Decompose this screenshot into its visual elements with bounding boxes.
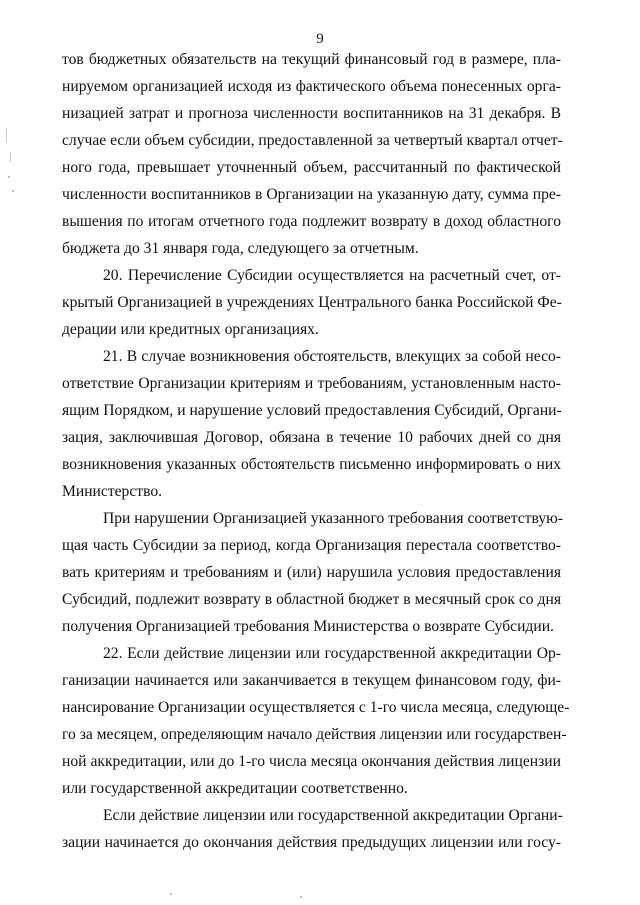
text-line: го за месяцем, определяющим начало действия лицензии или государствен- [62, 726, 567, 743]
text-line: бюджета до 31 января года, следующего за отчетным. [62, 240, 419, 257]
text-line: ного года, превышает уточненный объем, рассчитанный по фактической [62, 159, 561, 176]
text-line: ганизации начинается или заканчивается в текущем финансовом году, фи- [62, 672, 561, 689]
text-line: зации начинается до окончания действия предыдущих лицензии или госу- [62, 834, 561, 851]
text-line: ящим Порядком, и нарушение условий предоставления Субсидий, Органи- [62, 402, 562, 419]
text-line: зация, заключившая Договор, обязана в течение 10 рабочих дней со дня [62, 429, 561, 446]
text-line: вышения по итогам отчетного года подлежит возврату в доход областного [62, 213, 561, 230]
scan-artifact [6, 128, 7, 142]
text-line: ответствие Организации критериям и требованиям, установленным насто- [62, 375, 561, 392]
text-line: случае если объем субсидии, предоставленной за четвертый квартал отчет- [62, 132, 563, 149]
text-line: нансирование Организации осуществляется с 1-го числа месяца, следующе- [62, 699, 570, 716]
text-line: тов бюджетных обязательств на текущий финансовый год в размере, пла- [62, 51, 561, 68]
paragraph-20-first-line: 20. Перечисление Субсидии осуществляется на расчетный счет, от- [103, 267, 561, 284]
text-line: получения Организацией требования Министерства о возврате Субсидии. [62, 618, 554, 635]
text-line: дерации или кредитных организациях. [62, 321, 319, 338]
paragraph-violation-first-line: При нарушении Организацией указанного требования соответствую- [103, 510, 563, 527]
text-line: Субсидий, подлежит возврату в областной бюджет в месячный срок со дня [62, 591, 561, 608]
paragraph-license-first-line: Если действие лицензии или государственной аккредитации Органи- [103, 807, 563, 824]
scan-artifact [10, 152, 11, 162]
text-line: крытый Организацией в учреждениях Центрального банка Российской Фе- [62, 294, 562, 311]
text-line: Министерство. [62, 483, 163, 500]
text-line: возникновения указанных обстоятельств письменно информировать о них [62, 456, 561, 473]
text-line: ной аккредитации, или до 1-го числа месяца окончания действия лицензии [62, 753, 561, 770]
paragraph-21-first-line: 21. В случае возникновения обстоятельств, влекущих за собой несо- [103, 348, 561, 365]
text-line: вать критериям и требованиям и (или) нарушила условия предоставления [62, 564, 561, 581]
scan-artifact [170, 893, 172, 895]
page-number: 9 [316, 31, 324, 47]
text-line: численности воспитанников в Организации на указанную дату, сумма пре- [62, 186, 561, 203]
paragraph-22-first-line: 22. Если действие лицензии или государственной аккредитации Ор- [103, 645, 561, 662]
text-line: или государственной аккредитации соответственно. [62, 780, 408, 797]
scan-artifact [300, 896, 302, 898]
scan-artifact [8, 176, 10, 178]
text-line: нируемом организацией исходя из фактического объема понесенных орга- [62, 78, 561, 95]
text-line: щая часть Субсидии за период, когда Организация перестала соответство- [62, 537, 561, 554]
text-line: низацией затрат и прогноза численности воспитанников на 31 декабря. В [62, 105, 561, 122]
scan-artifact [12, 190, 14, 192]
